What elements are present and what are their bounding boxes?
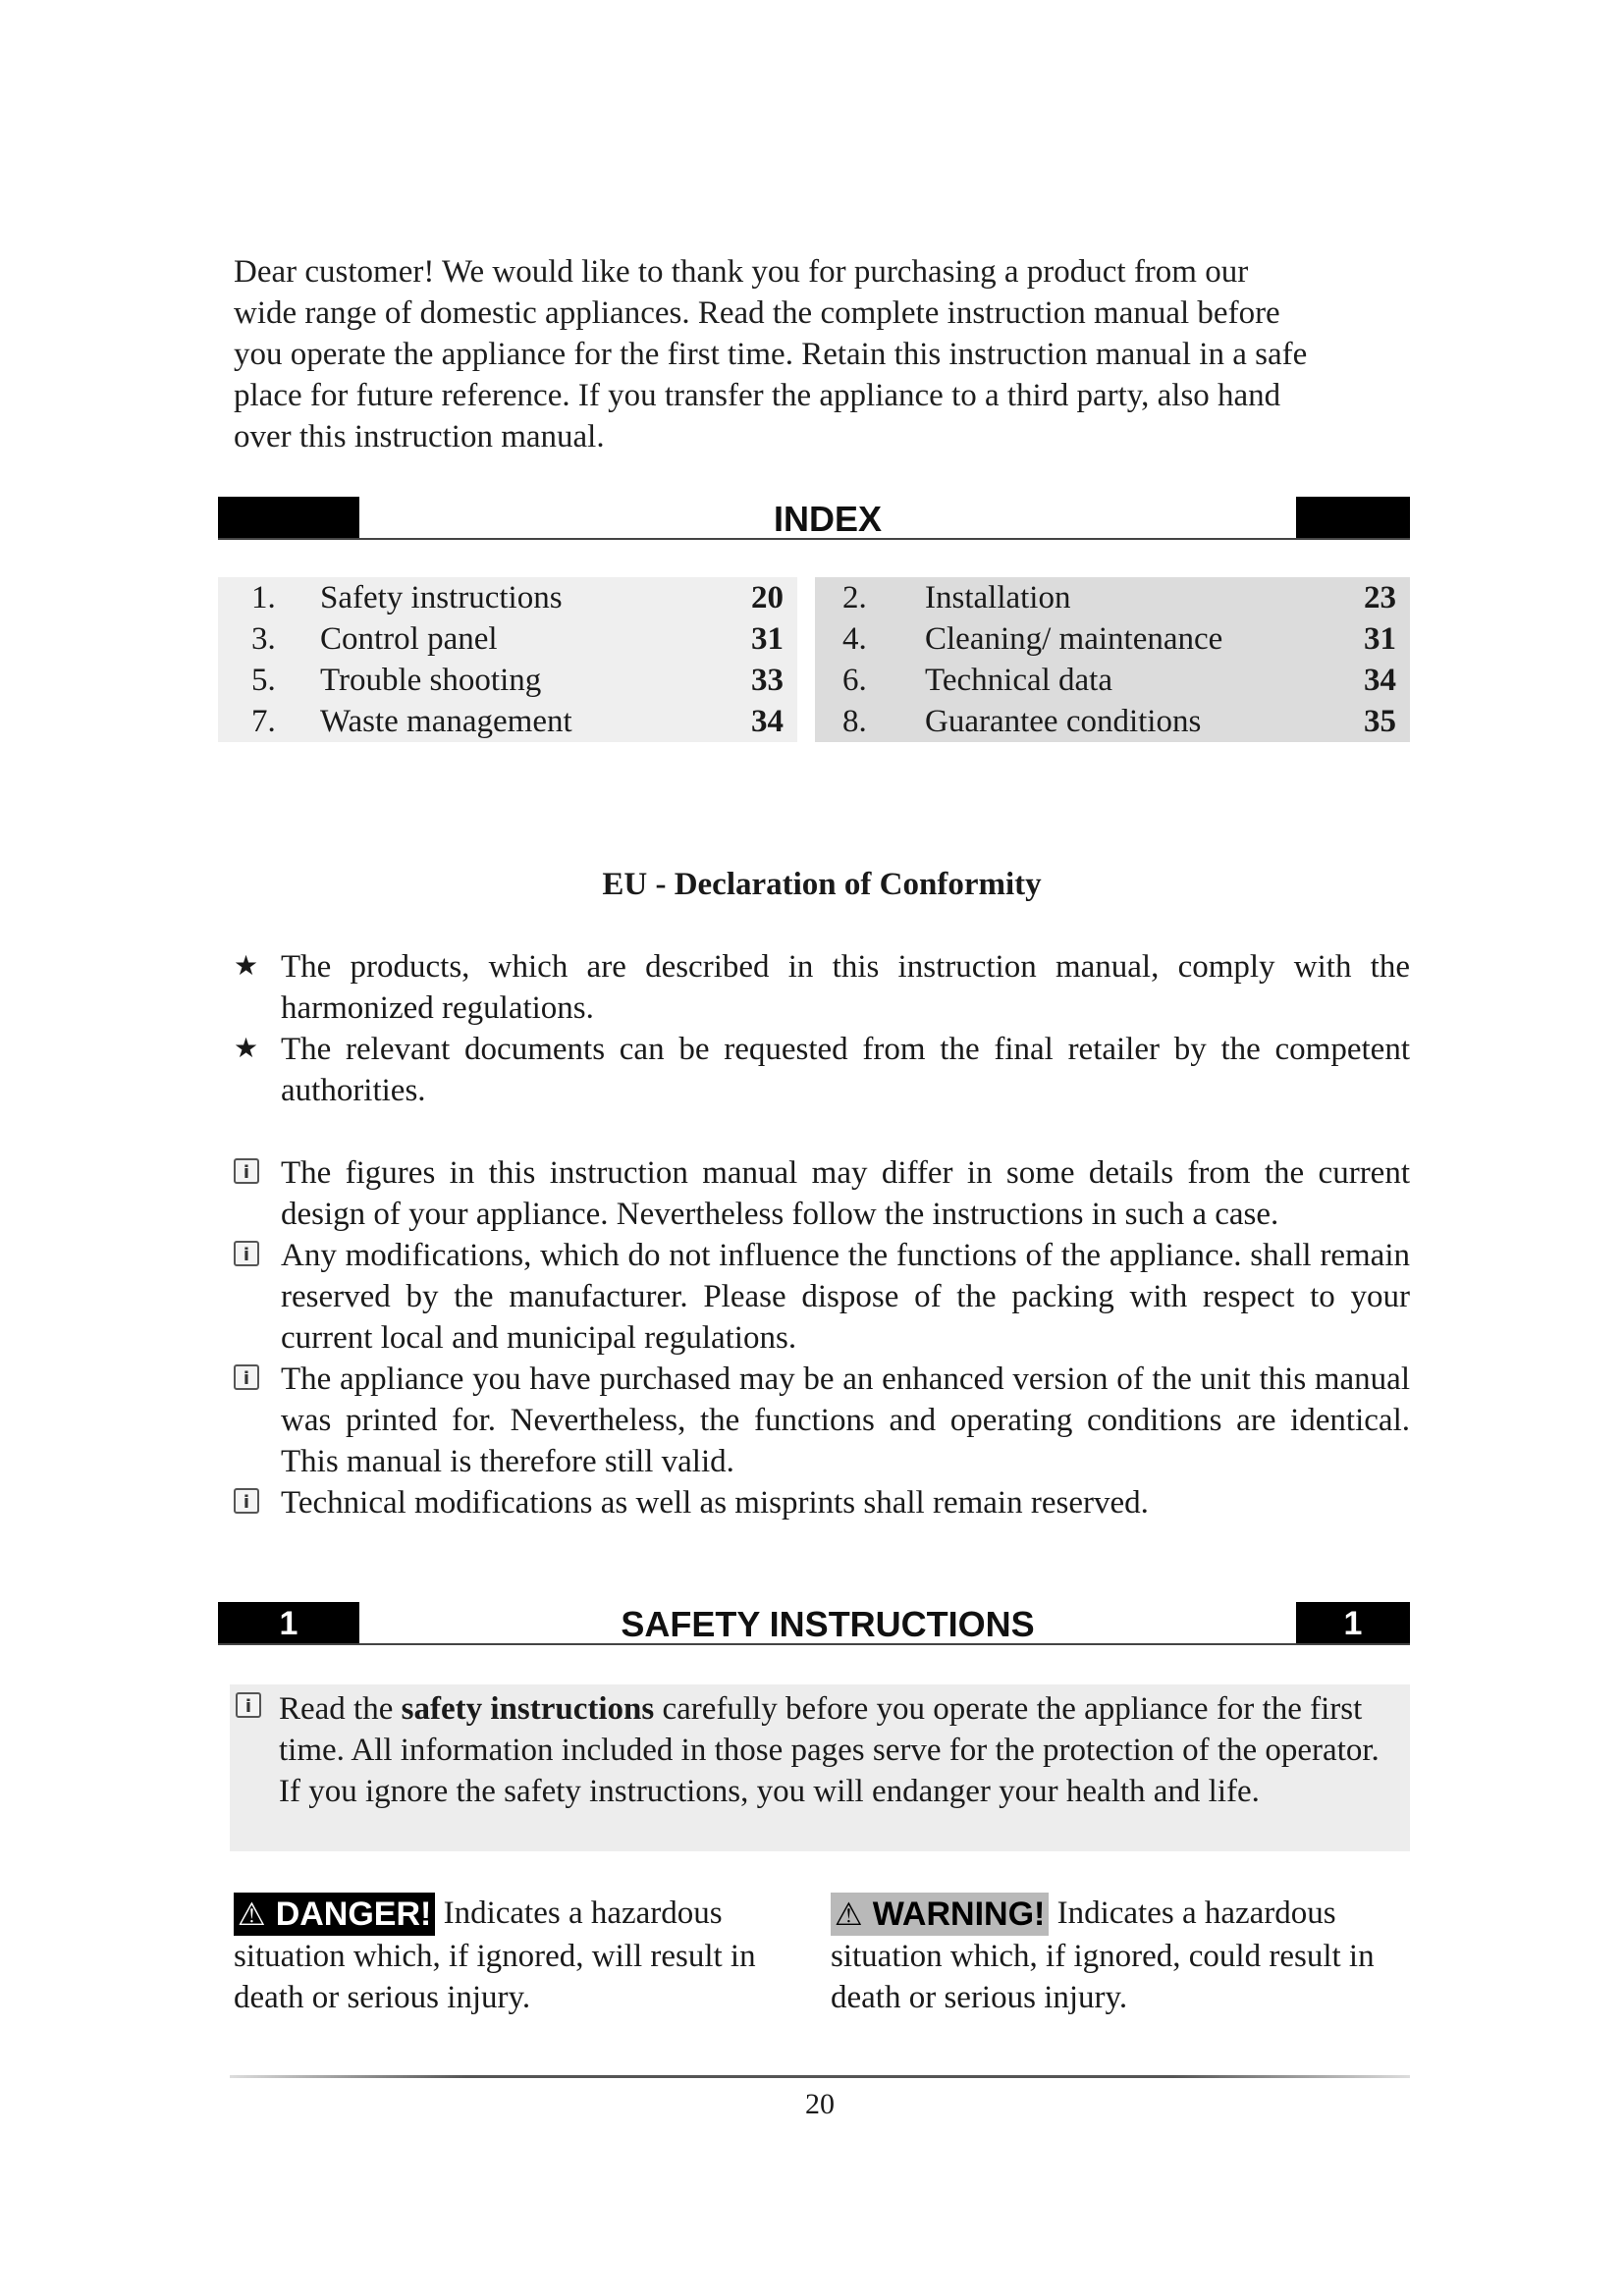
info-note [234,1152,1410,1235]
index-header-bar [218,497,1410,540]
index-column-right [815,577,1410,742]
info-note [234,1359,1410,1482]
info-note-text: The figures in this instruction manual may differ in some details from the current design of your appliance. Nevertheless follow the instructions in such a case. [281,1155,1410,1232]
intro-line: Dear customer! We would like to thank you for purchasing a product from our [234,254,1249,290]
intro-line: place for future reference. If you transfer the appliance to a third party, also hand [234,378,1281,413]
footer-rule [230,2075,1410,2078]
eu-declaration-title: EU - Declaration of Conformity [602,867,1042,902]
index-number: 3. [251,621,276,657]
info-icon: i [236,1692,261,1718]
index-label: Safety instructions [320,580,563,615]
info-note-text: Technical modifications as well as misprints shall remain reserved. [281,1485,1149,1521]
index-page: 35 [1364,704,1396,739]
info-icon: i [234,1488,259,1514]
index-number: 1. [251,580,276,615]
index-page: 31 [751,621,784,657]
eu-bullet [234,1029,1410,1111]
info-icon: i [234,1158,259,1184]
index-row[interactable] [815,660,1410,701]
index-page: 34 [1364,663,1396,698]
index-row[interactable] [815,618,1410,660]
index-number: 7. [251,704,276,739]
index-label: Installation [925,580,1071,615]
safety-header-bar [218,1602,1410,1645]
info-note-text: Any modifications, which do not influence the functions of the appliance. shall remain reserved by the manufacturer. Please dispose of the packing with respect to your current local and municipal regulations. [281,1238,1410,1356]
warning-text: Indicates a hazardous situation which, if ignored, could result in death or serious injury. [831,1896,1375,2015]
index-page: 31 [1364,621,1396,657]
info-notes [234,1152,1410,1523]
danger-label: DANGER! [275,1896,432,1933]
index-title: INDEX [773,499,883,539]
index-label: Cleaning/ maintenance [925,621,1223,657]
danger-text: Indicates a hazardous situation which, if ignored, will result in death or serious injury. [234,1896,756,2015]
safety-intro-box [230,1684,1410,1851]
safety-intro-bold: safety instructions [401,1691,655,1727]
section-number-right: 1 [1296,1602,1410,1643]
index-page: 20 [751,580,784,615]
index-label: Waste management [320,704,572,739]
safety-intro-start: Read the [279,1691,402,1727]
index-page: 33 [751,663,784,698]
index-row[interactable] [218,701,797,742]
index-table [218,577,1410,742]
index-number: 5. [251,663,276,698]
info-icon: i [234,1241,259,1266]
index-row[interactable] [815,577,1410,618]
index-row[interactable] [218,577,797,618]
index-number: 8. [842,704,867,739]
warning-badge [831,1893,1049,1936]
index-column-left [218,577,797,742]
index-number: 6. [842,663,867,698]
bar-left-block [218,497,359,538]
danger-note [234,1893,811,2018]
info-note [234,1482,1410,1523]
index-row[interactable] [815,701,1410,742]
intro-line: you operate the appliance for the first time. Retain this instruction manual in a safe [234,337,1308,372]
info-note-text: The appliance you have purchased may be an enhanced version of the unit this manual was printed for. Nevertheless, the functions and operating conditions are identical. This manual is therefore still valid. [281,1362,1410,1479]
eu-bullet-text: The products, which are described in this instruction manual, comply with the harmonized regulations. [281,949,1410,1026]
index-label: Control panel [320,621,498,657]
warning-triangle-icon: ⚠ [238,1896,266,1932]
info-icon: i [234,1364,259,1390]
section-number-left: 1 [218,1602,359,1643]
eu-bullet [234,946,1410,1029]
eu-bullet-text: The relevant documents can be requested from the final retailer by the competent authorities. [281,1032,1410,1108]
warning-note [831,1893,1410,2018]
index-row[interactable] [218,660,797,701]
eu-bullet-list [234,946,1410,1111]
bar-right-block [1296,497,1410,538]
danger-badge [234,1893,435,1936]
index-number: 2. [842,580,867,615]
index-label: Trouble shooting [320,663,542,698]
index-page: 34 [751,704,784,739]
page-number: 20 [805,2088,835,2120]
warning-label: WARNING! [872,1896,1046,1933]
star-icon: ★ [234,951,259,982]
intro-line: over this instruction manual. [234,419,605,454]
info-note [234,1235,1410,1359]
star-icon: ★ [234,1034,259,1064]
safety-intro-rest: carefully before you operate the appliance for the first time. All information included in those pages serve for the protection of the operator. If you ignore the safety instructions, you will endanger your health and life. [279,1691,1380,1809]
index-number: 4. [842,621,867,657]
index-page: 23 [1364,580,1396,615]
safety-intro-text [279,1688,1400,1812]
warning-triangle-icon: ⚠ [835,1896,863,1932]
index-row[interactable] [218,618,797,660]
index-label: Guarantee conditions [925,704,1202,739]
safety-title: SAFETY INSTRUCTIONS [621,1604,1035,1644]
intro-line: wide range of domestic appliances. Read the complete instruction manual before [234,295,1280,331]
index-label: Technical data [925,663,1112,698]
intro-paragraph [234,251,1402,457]
